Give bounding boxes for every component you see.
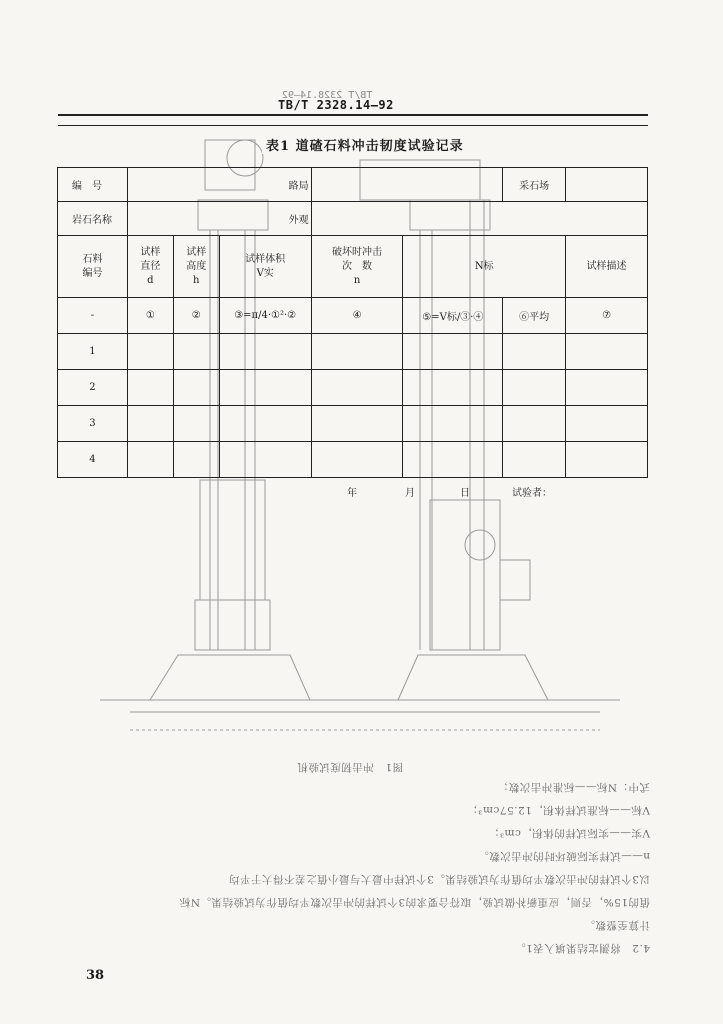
table-title: 表1 道碴石料冲击韧度试验记录 (262, 135, 468, 154)
table-header-row (58, 236, 648, 298)
label-quarry: 采石场 (519, 181, 550, 192)
col-stone-number: 石料 编号 (58, 236, 128, 298)
formula-c5: ⑤=V标/③·④ (403, 298, 503, 334)
col-impact-count: 破坏时冲击 次 数 n (311, 236, 403, 298)
col-height: 试样 高度 h (173, 236, 219, 298)
formula-c7: ⑦ (566, 298, 648, 334)
label-bureau: 路局 (288, 181, 309, 192)
bleed-line-7: 计算至整数。 (584, 919, 650, 931)
formula-c1: ① (127, 298, 173, 334)
row-number: 3 (58, 406, 128, 442)
row-number: 4 (58, 442, 128, 478)
bleed-line-8: 4.2 将测定结果填入表1。 (514, 942, 650, 954)
mirrored-standard-code: TB/T 2328.14—92 (282, 90, 373, 101)
label-rock-name: 岩石名称 (58, 202, 128, 236)
table-row (58, 442, 648, 478)
page-number: 38 (86, 968, 105, 983)
table-row-rock (58, 202, 648, 236)
formula-dash: - (58, 298, 128, 334)
col-n-standard: N标 (403, 236, 566, 298)
cell-quarry (503, 168, 566, 202)
header-rule (58, 114, 648, 116)
sign-year: 年 (347, 488, 357, 499)
label-number: 编 号 (58, 168, 128, 202)
cell-quarry-value (566, 168, 648, 202)
table-row (58, 406, 648, 442)
bleed-line-1: 式中：N标——标准冲击次数； (497, 781, 650, 793)
cell-bureau (127, 168, 311, 202)
table-formula-row (58, 298, 648, 334)
sign-month: 月 (405, 488, 415, 499)
standard-code: TB/T 2328.14—92 (278, 98, 394, 112)
bleed-line-3: V实——实际试样的体积，cm³； (488, 827, 650, 839)
col-diameter: 试样 直径 d (127, 236, 173, 298)
row-number: 2 (58, 370, 128, 406)
record-table (57, 167, 648, 478)
header-rule-thin (58, 125, 648, 126)
cell-appearance-value (311, 202, 647, 236)
sign-tester: 试验者： (512, 488, 552, 499)
col-sample-description: 试样描述 (566, 236, 648, 298)
table-row-number (58, 168, 648, 202)
formula-c4: ④ (311, 298, 403, 334)
cell-appearance (127, 202, 311, 236)
label-appearance: 外观 (288, 215, 309, 226)
bleed-line-2: V标——标准试样体积，12.57cm³； (466, 804, 650, 816)
bleed-line-5: 以3个试样的冲击次数平均值作为试验结果。3个试样中最大与最小值之差不得大于平均 (228, 873, 650, 885)
formula-c3: ③=π/4·①²·② (219, 298, 311, 334)
row-number: 1 (58, 334, 128, 370)
col-volume: 试样体积 V实 (219, 236, 311, 298)
formula-c2: ② (173, 298, 219, 334)
bleed-figure-caption: 图1 冲击韧度试验机 (296, 761, 404, 773)
sign-day: 日 (460, 488, 470, 499)
cell-bureau-value (311, 168, 503, 202)
table-row (58, 370, 648, 406)
bleed-line-4: n——试样实际破坏时的冲击次数。 (477, 850, 650, 862)
formula-c6: ⑥平均 (503, 298, 566, 334)
table-row (58, 334, 648, 370)
bleed-line-6: 值的15%，否则，应重新补做试验，取符合要求的3个试样的冲击次数平均值作为试验结果。N标 (179, 896, 650, 908)
